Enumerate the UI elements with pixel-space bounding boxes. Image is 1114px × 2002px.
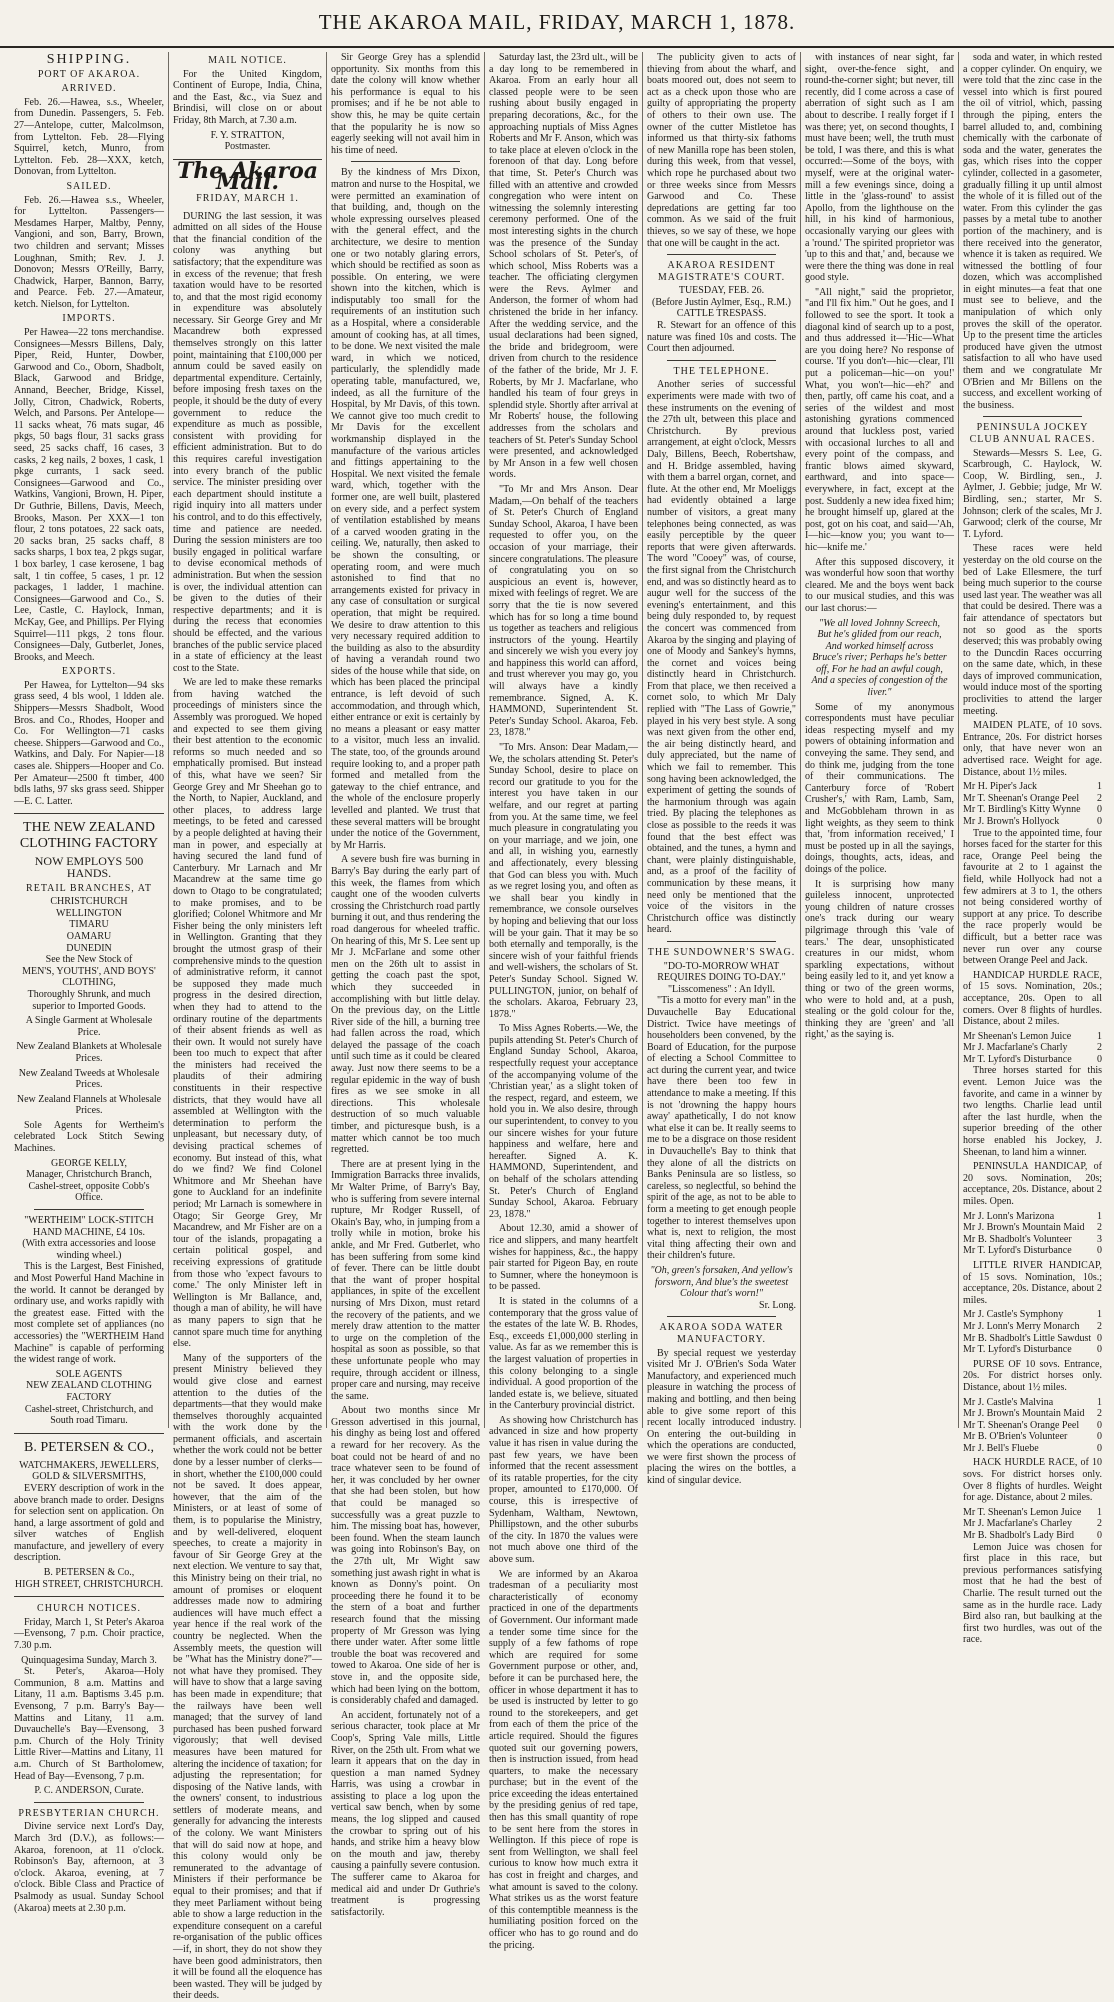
petersen-heading: B. PETERSEN & CO., [24, 1439, 154, 1455]
clothing-line: MEN'S, YOUTHS', AND BOYS' CLOTHING, [22, 965, 156, 989]
sundowner-continued: with instances of near sight, far sight, over-the-fence sight, and round-the-corner sight; but never, till recently, did I come across a case of aberration of sight such as I am about to describe. I really forget if I was there; yet, on second thoughts, I must have been; well, the truth must be told, I was there, and this is what occurred:—Some of the boys, with myself, were at the original water-mill a few evenings since, doing a little in the 'glass-round' to assist Apollo, from the lighthouse on the hill, in his kind of harmonious, occasionally varying our glees with a 'round.' The spirited proprietor was 'up to this and that,' and, because we were there the thing was done in real good style. [805, 52, 954, 284]
column-7 [958, 52, 1106, 1646]
horse-name: Mr J. Macfarlane's Charly [963, 1042, 1068, 1054]
divider [14, 1596, 164, 1597]
horse-name: Mr B. Shadbolt's Volunteer [963, 1233, 1072, 1245]
news-paragraph: To Miss Agnes Roberts.—We, the pupils attending St. Peter's Church of England Sunday School, Akaroa, respectfully request your acceptance of the accompanying volume of the 'Christian year,' as a slight token of the respect, regard, and esteem, we hold you in. We also desire, through our superintendent, to convey to you our sincere wishes for your future happiness and welfare, here and hereafter. Signed A. K. HAMMOND, Superintendent, and on behalf of the scholars attending St. Peter's Church of England Sunday School, Akaroa. February 23, 1878." [489, 1023, 639, 1220]
horse-name: Mr B. Shadbolt's Little Sawdust [963, 1332, 1092, 1344]
sailed-text: Feb. 26.—Hawea s.s., Wheeler, for Lyttelton. Passengers—Mesdames Harper, Maltby, Penny, Vangioni, and son, Barry, Brown, two children and servant; Misses Loughnan, Smith; Rev. J. J. Donovon; Messrs O'Reilly, Barry, Chadwick, Harper, Bannon, Barry, and Pearce. Feb. 27.—Amateur, ketch. Nielson, for Lyttelton. [14, 194, 164, 310]
horse-place: 0 [1097, 804, 1102, 816]
masthead [0, 0, 1114, 48]
branch-item: OAMARU [66, 930, 112, 942]
horse-place: 2 [1097, 1518, 1102, 1530]
sundowner-poem: "Oh, green's forsaken, And yellow's forsworn, And blue's the sweetest Colour that's worn!" [650, 1264, 793, 1300]
editorial-dateline: FRIDAY, MARCH 1. [196, 192, 299, 204]
horse-place: 0 [1097, 816, 1102, 827]
arrived-label: ARRIVED. [61, 83, 117, 95]
column-1 [10, 52, 168, 1914]
editorial-paragraph: We are led to make these remarks from having watched the proceedings of ministers since the Assembly was prorogued. We hoped and expected to see them giving their best attention to the economic reforms so much needed and so emphatically promised. But instead of this, what have we seen? Sir George Grey and Mr Sheehan go to the North, to Napier, Auckland, and other places, to address large meetings, to be feted and caressed by a people delighted at having their man in power, and especially at having secured the land fund of Canterbury. Mr Larnach and Mr Macandrew at the same time go down to Otago to be congratulated; to make promises, and to be glorified; Colonel Whitmore and Mr Fisher being the only ministers left in Wellington. Granting that they brought the utmost grasp of their comprehensive minds to the question of administrative reform, it cannot be supposed they made much progress in the desired direction, when they had to attend to the ordinary routine of the departments of their absent friends as well as their own. It would not surely have been too much to expect that after the ministers had received the plaudits of their admiring constituents in their respective districts, that they would have all assembled at Wellington with the determination to perform the unpleasant, but necessary duty, of devising practical schemes of economy. But instead of this, what do we find? We find Colonel Whitmore and Mr Sheehan have gone to Auckland for an indefinite period; Mr Larnach is somewhere in Otago; Sir George Grey, Mr Macandrew, and Mr Fisher are on a tour of the islands, propagating a certain political gospel, and receiving expressions of gratitude from those who 'expect favours to come.' The only Minister left in Wellington is Mr Ballance, and, though a man of ability, he will have as many papers to sign that he cannot spare much time for anything else. [173, 677, 322, 1350]
mail-notice-role: Postmaster. [224, 141, 271, 153]
clothing-factory-heading: THE NEW ZEALAND CLOTHING FACTORY [19, 820, 159, 852]
horse-name: Mr B. Shadbolt's Lady Bird [963, 1530, 1074, 1542]
news-paragraph: There are at present lying in the Immigration Barracks three invalids, Mr Walter Prime, of Barry's Bay, who is suffering from severe internal rupture, Mr Rodger Russell, of Okain's Bay, who, in jumping from a trolly while in motion, broke his ankle, and Mr Fred. Gutberlet, who has been suffering from some kind of fever. There can be little doubt that the want of proper hospital appliances, in spite of the excellent nursing of Mrs Dixon, must retard the recovery of the patients, and we merely draw attention to the matter to urge on the completion of the hospital as soon as possible, so that these unfortunate people who may require, through accident or illness, proper care and nursing, may receive the same. [331, 1158, 480, 1402]
race-note: Lemon Juice was chosen for first place in this race, but previous performances satisfying most that he had the best of Charlie. The result turned out the same as in the hurdle race. Lady Bird also ran, but baulking at the first two hurdles, was out of the race. [963, 1541, 1102, 1646]
column-2 [168, 52, 326, 2002]
divider [34, 1209, 144, 1210]
arrived-text: Feb. 26.—Hawea, s.s., Wheeler, from Dunedin. Passengers, 5. Feb. 27—Antelope, cutter, Malcolmson, from Lyttelton. Feb. 28—Flying Squirrel, ketch, Munro, from Lyttelton. Feb. 28—XXX, ketch, Donovan, from Lyttelton. [14, 96, 164, 178]
horse-place: 1 [1097, 1309, 1102, 1321]
news-paragraph: The publicity given to acts of thieving from about the wharf, and boats moored out, does not seem to act as a check upon those who are guilty of appropriating the property of others to their own use. The owner of the cutter Mistletoe has informed us that thirty-six fathoms of new Manilla rope has been stolen, during this week, from that vessel, which rope he purchased about two or three weeks since from Messrs Garwood and Co. These depredations are getting far too common. As we said of the fruit thieves, so we say of these, we hope that one will be caught in the act. [647, 52, 796, 249]
horse-place: 0 [1097, 1419, 1102, 1431]
race-title: LITTLE RIVER HANDICAP, of 15 sovs. Nomination, 10s.; acceptance, 20s. Distance, about 2 miles. [963, 1259, 1102, 1306]
mail-notice-heading: MAIL NOTICE. [208, 55, 287, 66]
column-6 [800, 52, 958, 1428]
race-entry [963, 804, 1102, 816]
races-officers: Stewards—Messrs S. Lee, G. Scarbrough, C. Haylock, W. Coop, W. Birdling, sen., J. Aylmer, J. Gebbie; judge, Mr W. Birdling, sen.; starter, Mr S. Johnson; clerk of the scales, Mr J. Garwood; clerk of the course, Mr T. Lyford. [963, 447, 1102, 540]
telephone-heading: THE TELEPHONE. [673, 365, 770, 377]
editorial-paragraph: DURING the last session, it was admitted on all sides of the House that the financial condition of the colony was anything but satisfactory; that the expenditure was in excess of the revenue; that fresh taxation would have to be resorted to, and that the most rigid economy in expenditure was absolutely necessary. Sir George Grey and Mr Macandrew both expressed themselves strongly on this latter point, maintaining that £100,000 per annum could be saved easily on departmental expenditure. Certainly, before imposing fresh taxes on the people, it should be the duty of every government to reduce the expenditure as much as possible, consistent with providing for efficient administration. But to do this requires careful investigation into every branch of the public service. The minister presiding over each department should institute a rigid inquiry into all matters under his control, and to do this effectively, time and patience are needed. During the session ministers are too busily engaged in political warfare to devise economical methods of administration. But when the session is over, the individual attention can be given to the duties of their respective departments; and it is during the recess that economies should be effected, and the various branches of the public service placed in a state of efficiency at the least cost to the State. [173, 210, 322, 674]
race-entry [963, 1518, 1102, 1530]
divider [667, 360, 776, 361]
horse-name: Mr J. Lonn's Marizona [963, 1210, 1055, 1222]
shrunk-line: Thoroughly Shrunk, and much superior to Imported Goods. [27, 988, 151, 1012]
sundowner-body: "Tis a motto for every man" in the Duvauchelle Bay Educational District. Twice have meetings of householders been convened, by the Board of Education, for the purpose of electing a School Committee to act during the current year, and twice have there been too few in attendance to make a meeting. If this is not 'drowning the happy hours away' apathetically, I do not know what else it can be. It really seems to me to be a disgrace on those resident in Duvauchelle's Bay to think that they alone of all the districts on Banks Peninsula are so listless, so careless, so neglectful, so behind the spirit of the age, as not to be able to form a meeting to get enough people together to interest themselves upon what is, next to religion, the most vital thing affecting their own and their children's future. [647, 995, 796, 1262]
race-entry [963, 1344, 1102, 1356]
race-entry [963, 1443, 1102, 1455]
horse-name: Mr T. Sheenan's Lemon Juice [963, 1506, 1082, 1518]
church-notices-heading: CHURCH NOTICES. [37, 1603, 141, 1615]
horse-place: 2 [1097, 1222, 1102, 1234]
see-stock: See the New Stock of [45, 954, 133, 966]
exports-label: EXPORTS. [61, 666, 117, 678]
machine-sub: (With extra accessories and loose winding wheel.) [22, 1238, 156, 1261]
horse-name: Mr H. Piper's Jack [963, 781, 1038, 793]
horse-place: 2 [1097, 792, 1102, 804]
horse-place: 1 [1097, 1210, 1102, 1222]
sundowner-verse: "We all loved Johnny Screech, But he's glided from our reach, And worked himself across Bruce's river; Perhaps he's better off, For he had an awful cough, And a species of congestion of the liver." [811, 617, 948, 699]
branches-label: RETAIL BRANCHES, AT [26, 882, 152, 894]
horse-name: Mr Sheenan's Lemon Juice [963, 1030, 1072, 1042]
branch-item: TIMARU [69, 919, 109, 931]
horse-place: 1 [1097, 1506, 1102, 1518]
horse-place: 2 [1097, 1320, 1102, 1332]
horse-place: 1 [1097, 1396, 1102, 1408]
shipping-heading: SHIPPING. [46, 52, 132, 67]
clothing-employs: NOW EMPLOYS 500 HANDS. [34, 854, 144, 880]
sole-agents-note: Sole Agents for Wertheim's celebrated Lock Stitch Sewing Machines. [14, 1119, 164, 1155]
race-note: True to the appointed time, four horses faced for the starter for this race, Orange Peel being the favourite at 2 to 1 against the field, while Hollyock had not a few admirers at 3 to 1, the others not being considered worthy of support at any price. To describe the race properly would be difficult, but a better race was never run over any course between Orange Peel and Jack. [963, 827, 1102, 967]
sundowner-sub: "DO-TO-MORROW WHAT REQUIRES DOING TO-DAY." [657, 960, 786, 984]
rm-court-date: TUESDAY, FEB. 26. [678, 285, 765, 297]
race-entry [963, 1211, 1102, 1223]
port-heading: PORT OF AKAROA. [37, 68, 141, 80]
church-quinquagesima: Quinquagesima Sunday, March 3. [21, 1654, 157, 1666]
rm-case-text: R. Stewart for an offence of this nature was fined 10s and costs. The Court then adjourned. [647, 320, 796, 355]
machine-title: "WERTHEIM" LOCK-STITCH HAND MACHINE, £4 10s. [24, 1215, 154, 1238]
horse-name: Mr J. Brown's Hollyock [963, 816, 1060, 827]
news-paragraph: We are informed by an Akaroa tradesman of a peculiarity most characteristically of economy practiced in one of the departments of Government. Our informant made a tender some time since for the supply of a few fathoms of rope which are required for some Government purpose or other, and, before it can be purchased here, the officer in whose department it has to be used is instructed by letter to go round to the storekeepers, and get from each of them the price of the article required. Should the figures quoted suit our governing powers, then is instruction issued, from head quarters, to make the necessary purchase; but in the event of the price exceeding the ideas entertained by the presiding genius of red tape, then has this small quantity of rope to be sent here from the stores in Wellington. If this piece of rope is sent from Wellington, we shall feel curious to know how much extra it has cost in freight and charges, and what amount is saved to the colony. What strikes us as the worst feature of this contemptible meanness is the humiliating position forced on the officer who has to go round and do the pricing. [489, 1568, 638, 1951]
rm-case-label: CATTLE TRESPASS. [676, 308, 767, 320]
divider [34, 1802, 144, 1803]
news-paragraph: It is stated in the columns of a contemporary that the gross value of the estates of the late W. B. Rhodes, Esq., exceeds £1,000,000 sterling in value. As far as we remember this is the largest valuation of properties in this colony belonging to a single individual. A good proportion of the landed estate is, we believe, situated in the Canterbury provincial district. [489, 1295, 638, 1412]
horse-name: Mr J. Castle's Symphony [963, 1309, 1064, 1321]
race-entry [963, 1408, 1102, 1420]
race-entry [963, 1431, 1102, 1443]
race-note: Three horses started for this event. Lemon Juice was the favorite, and came in a winner by two lengths. Charlie lead until after the last hurdle, when the superior breeding of the other horse enabled his Jockey, J. Sheenan, to land him a winner. [963, 1065, 1102, 1158]
race-entry [963, 1333, 1102, 1345]
divider [14, 1433, 164, 1434]
race-entry [963, 1309, 1102, 1321]
race-entry [963, 1234, 1102, 1246]
tweeds-line: New Zealand Tweeds at Wholesale Prices. [18, 1067, 160, 1091]
horse-place: 1 [1097, 781, 1102, 793]
news-paragraph: About 12.30, amid a shower of rice and slippers, and many heartfelt wishes for happiness, &c., the happy pair started for Pigeon Bay, en route to Sumner, where the honeymoon is to be passed. [489, 1223, 638, 1293]
church-friday: Friday, March 1, St Peter's Akaroa—Evensong, 7 p.m. Choir practice, 7.30 p.m. [14, 1616, 164, 1652]
race-entry [963, 781, 1102, 793]
horse-name: Mr J. Bell's Fluebe [963, 1442, 1039, 1454]
races-intro: These races were held yesterday on the old course on the bed of Lake Ellesmere, the turf being much superior to the course used last year. The weather was all that could be desired. There was a fair attendance of spectators but not so good as the sports deserved; this was probably owing to the Duncdin Races occurring on the same date, which, in these days of improved communication, would induce most of the sporting proclivities to attend the larger meeting. [963, 543, 1102, 717]
horse-place: 0 [1097, 1344, 1102, 1356]
petersen-trade: WATCHMAKERS, JEWELLERS, GOLD & SILVERSMITHS, [19, 1459, 159, 1483]
branch-list [14, 896, 164, 954]
horse-name: Mr T. Lyford's Disturbance [963, 1053, 1072, 1065]
sailed-label: SAILED. [66, 180, 112, 192]
horse-name: Mr J. Castle's Malvina [963, 1396, 1054, 1408]
telephone-body: Another series of successful experiments were made with two of these instruments on the evening of the 27th ult, between this place and Christchurch. By previous arrangement, at eight o'clock, Messrs Daly, Billens, Beech, Robertshaw, and H. Bridge assembled, having with them a barrel organ, cornet, and flute. At the other end, Mr Moeliggs had evidently obtained a large number of visitors, a great many telephones being connected, as was easily perceptible by the queer reports that were given afterwards. The word "Cooey" was, of course, the first signal from the Christchurch end, and was so distinctly heard as to augur well for the success of the evening's entertainment, and this being duly responded to, by request the concert was commenced from Akaroa by the singing and playing of one of Moody and Sankey's hymns, the cornet and voices being distinctly heard in Christchurch. From that place, we then received a cornet solo, to which Mr Daly replied with "The Lass of Gowrie," played in his very best style. A song was next given from the other end, the air being distinctly heard, and duly appreciated, but the name of which we fail to remember. This song having been acknowledged, the experiment of getting the sounds of the harmonium through was again tried. By placing the telephones as close as possible to the reeds it was found that the best effect was obtained, and the tunes, a hymn and chant, were plainly distinguishable, and, as a proof of the facility of communication by these means, it need only be mentioned that the voice of the visitors in the Christchurch office was distinctly heard. [647, 379, 796, 936]
agent-name: NEW ZEALAND CLOTHING FACTORY [26, 1380, 152, 1403]
race-title: PURSE OF 10 sovs. Entrance, 20s. For district horses only. Distance, about 1½ miles. [963, 1358, 1102, 1393]
horse-place: 0 [1097, 1442, 1102, 1454]
race-entry [963, 1321, 1102, 1333]
horse-place: 3 [1097, 1233, 1102, 1245]
divider [14, 813, 164, 814]
race-entry [963, 1245, 1102, 1257]
horse-name: Mr J. Brown's Mountain Maid [963, 1222, 1085, 1234]
flannels-line: New Zealand Flannels at Wholesale Prices. [16, 1093, 162, 1117]
horse-name: Mr J. Macfarlane's Charley [963, 1518, 1072, 1530]
sundowner-paragraph: It is surprising how many guileless innocent, unprotected young children of nature crosses one's track during our weary pilgrimage through this 'vale of tears.' The dear, unsophisticated creatures in our midst, whom sparkling expectations, without being easily led to it, and yet know a thing or two of the green worms, who were to hold and, at a push, stealing or the gold colour for the, thinking they are 'green' and 'all right,' as the saying is. [805, 878, 954, 1041]
horse-place: 0 [1097, 1245, 1102, 1257]
horse-place: 1 [1097, 1030, 1102, 1042]
mail-notice-sign: F. Y. STRATTON, [210, 129, 285, 141]
soda-continued: soda and water, in which rested a copper cylinder. On enquiry, we were told that the zinc case in the vessel into which is first poured the oil of vitriol, which, passing through the piping, enters the barrel alluded to, and, combining chemically with the carbonate of soda and the water, generates the gas, which rises into the copper cylinder, collected in a gasometer, gradually filling it up until almost the whole of it is filled out of the water. From this cylinder the gas passes by a metal tube to another portion of the machinery, and is there received into the generator, whence it is taken as required. We witnessed the bottling of four dozen, which was accomplished in eight minutes—a feat that one must see to believe, and the manipulation of which only proves the skill of the operator. Up to the present time the articles produced have given the utmost satisfaction to all who have used them and we congratulate Mr O'Brien and Mr Billens on the success, and excellent working of the business. [963, 52, 1102, 411]
race-entry [963, 1042, 1102, 1054]
news-paragraph: An accident, fortunately not of a serious character, took place at Mr Coop's, Spring Vale mills, Little River, on the 25th ult. From what we learn it appears that on the day in question a man named Sydney Harris, was using a crowbar in assisting to place a log upon the vertical saw bench, when by some means, the log slipped and caused the crowbar to spring out of his hands, and strike him a heavy blow on the mouth and jaw, thereby causing a painfully severe contusion. The sufferer came to Akaroa for medical aid and under Dr Guthrie's treatment is progressing satisfactorily. [331, 1709, 480, 1918]
exports-text: Per Hawea, for Lyttelton—94 sks grass seed, 4 bls wool, 1 ldden ale. Shippers—Messrs Shadbolt, Wood Bros. and Co., Rhodes, Hooper and Co. For Wellington—71 casks cheese. Shippers—Garwood and Co., Watkins, and Daly. For Napier—18 cases ale. Shippers—Hooper and Co. Per Amateur—2500 ft timber, 400 bdls laths, 97 sks grass seed. Shipper—E. C. Latter. [14, 679, 164, 807]
newspaper-header-title: THE AKAROA MAIL, FRIDAY, MARCH 1, 1878. [318, 10, 796, 34]
imports-text: Per Hawea—22 tons merchandise. Consignees—Messrs Billens, Daly, Piper, Reid, Hunter, Dowber, Garwood and Co., Oborn, Shadbolt, Black, Garwood and Bridge, Annand, Beecher, Bridge, Kissel, Jolly, Citron, Chadwick, Roberts, Welch, and Parsons. Per Antelope—11 sacks wheat, 76 mats sugar, 46 pkgs, 50 bags flour, 31 sacks grass seed, 25 sacks chaff, 16 cases, 3 casks, 2 keg nails, 2 boxes, 1 cask, 1 pkge currants, 1 sack seed. Consignees—Garwood and Co., Watkins, Vangioni, Brown, H. Piper, Dr Guthrie, Billens, Davis, Meech, Brooks, Mason. Per XXX—1 ton flour, 2 tons potatoes, 22 sack oats, 20 sacks bran, 25 sacks chaff, 8 sacks sharps, 1 box tea, 2 pkgs sugar, 1 box barley, 1 case kerosene, 1 bag salt, 1 tin coffee, 5 cases, 1 pr. 12 packages, 1 ladder, 1 machine. Consignees—Garwood and Co., S. Lee, Castle, C. Haylock, Inman, McKay, Gee, and Phillips. Per Flying Squirrel—111 pkgs, 2 tons flour. Consignees—Daly, Gutberlet, Jones, Brooks, and Meech. [14, 327, 164, 663]
imports-label: IMPORTS. [62, 313, 116, 325]
column-4 [484, 52, 642, 1951]
sundowner-paragraph: After this supposed discovery, it was wonderful how soon that worthy cleared. Me and the boys went back to our musical studies, and this was our last chorus:— [805, 556, 954, 614]
divider [667, 941, 776, 942]
agent-address: Cashel-street, Christchurch, and South road Timaru. [24, 1403, 154, 1427]
church-curate: P. C. ANDERSON, Curate. [34, 1785, 144, 1797]
blankets-line: New Zealand Blankets at Wholesale Prices. [16, 1041, 162, 1064]
divider [351, 161, 460, 162]
race-entry [963, 1507, 1102, 1519]
horse-name: Mr T. Sheenan's Orange Peel [963, 792, 1080, 804]
news-paragraph: A severe bush fire was burning in Barry's Bay during the early part of this week, the flames from which caught one of the wooden culverts crossing the Christchurch road partly burning it out, and thus rendering the road dangerous for wheeled traffic. On hearing of this, Mr S. Lee sent up Mr J. McFarlane and some other men on the 26th ult to assist in getting the coach past the spot, which they succeeded in accomplishing with but little delay. On the previous day, on the Little River side of the hill, a burning tree had fallen across the road, which delayed the passage of the coach until such time as it could be cleared away. Just now there seems to be a regular epidemic in the way of bush fires as we see smoke in all directions. This wholesale destruction of so much valuable timber, and picturesque bush, is a matter which cannot be too much regretted. [331, 854, 480, 1156]
race-entry [963, 1054, 1102, 1066]
horse-place: 0 [1097, 1053, 1102, 1065]
mail-notice-body: For the United Kingdom, Continent of Europe, India, China, and the East, &c., via Suez and Brindisi, will close on or about Friday, 8th March, at 7.30 a.m. [173, 68, 322, 126]
horse-name: Mr B. O'Brien's Volunteer [963, 1431, 1068, 1443]
race-entry [963, 816, 1102, 828]
petersen-sign: B. PETERSEN & Co., [43, 1567, 135, 1579]
news-paragraph: As showing how Christchurch has advanced in size and how property value it has risen in value during the past few years, we have been informed that the recent assessment of its ratable properties, for the city proper, amounted to £170,000. Of course, this is irrespective of Sydenham, Waltham, Newtown, Phillipstown, and the other suburbs of the city. In 1870 the values were not much above one third of the above sum. [489, 1414, 638, 1565]
news-paragraph: "To Mrs. Anson: Dear Madam,—We, the scholars attending St. Peter's Sunday School, desire to place on record our gratitude to you for the interest you have taken in our welfare, and our regret at parting from you. At the same time, we feel much pleasure in congratulating you on your marriage, and we join, one and all, in wishing you, earnestly and affectionately, every blessing that God can bless you with. Much as we regret losing you, and often as we shall bear you kindly in remembrance, we console ourselves by hoping and believing that our loss will be your gain. That it may be so both eternally and temporally, is the sincere wish of your faithful friends and well-wishers, the scholars of St. Peter's Sunday School. Signed W. PULLINGTON, junior, on behalf of the scholars. Akaroa, February 23, 1878." [489, 742, 638, 1020]
divider [983, 416, 1082, 417]
race-entry [963, 1420, 1102, 1432]
petersen-body: EVERY description of work in the above branch made to order. Designs for selection sent on application. On hand, a large assortment of gold and silver watches of English manufacture, and jewellery of every description. [14, 1482, 164, 1564]
manager-line: Manager, Christchurch Branch, Cashel-street, opposite Cobb's Office. [26, 1169, 152, 1204]
horse-place: 0 [1097, 1431, 1102, 1443]
race-entry [963, 1530, 1102, 1542]
soda-heading: AKAROA SODA WATER MANUFACTORY. [659, 1322, 784, 1345]
news-paragraph: By the kindness of Mrs Dixon, matron and nurse to the Hospital, we were permitted an examination of that building, and, though on the whole expressing ourselves pleased with the general effect, and the architecture, we desire to mention one or two notably glaring errors, which should be rectified as soon as possible. On entering, we were shown into the kitchen, which is indisputably too small for the requirements of an institution such as a Hospital, where a considerable amount of cooking has, at all times, to be done. We next visited the male ward, in which we noticed, particularly, the splendidly made operating table, manufactured, we, indeed, as all the furniture of the Hospital, by Mr Davis, of this town. We cannot give too much credit to Mr Davis for the excellent workmanship displayed in the manufacture of the various articles and fittings appertaining to the Hospital. We next visited the female ward, which, together with the former one, are well built, plastered on every side, and a perfect system of ventilation established by means of a carved wooden grating in the ceiling. We, naturally, then asked to be shown the consulting, or operating room, and were much astonished to find that no arrangements existed for privacy in any case of consultation or surgical operation, that might be required. We desire to draw attention to this very necessary required addition to the building as also to the absurdity of having a verandah round two sides of the house while that side, on which has been placed the principal entrance, is left devoid of such accommodation, and through which, either entrance or exit is certainly by no means a pleasant or easy matter to a visitor, much less an invalid. The state, too, of the grounds around require looking to, and a proper path formed and metalled from the gateway to the chief entrance, and the whole of the enclosure properly levelled and planted. We trust that these several matters will be brought under the notice of the Government, by Mr Harris. [331, 167, 480, 851]
soda-body: By special request we yesterday visited Mr J. O'Brien's Soda Water Manufactory, and experienced much pleasure in watching the process of making and bottling, and then being able to give some report of this recent locally introduced industry. On entering the out-building in which the operations are conducted, we were first shown the process of placing the wires on the bottles, a kind of singular device. [647, 1347, 796, 1487]
sundowner-label: "Lisscomeness" : An Idyll. [667, 983, 776, 995]
horse-name: Mr J. Lonn's Merry Monarch [963, 1320, 1080, 1332]
race-entry [963, 1397, 1102, 1409]
paper-name: The Akaroa Mail. [176, 157, 319, 196]
presbyterian-body: Divine service next Lord's Day, March 3rd (D.V.), as follows:— Akaroa, forenoon, at 11 o'clock. Robinson's Bay, afternoon, at 3 o'clock. Akaroa, evening, at 7 o'clock. Bible Class and Practice of Psalmody as usual. Sunday School (Akaroa) meets at 2.30 p.m. [14, 1821, 164, 1914]
news-paragraph: About two months since Mr Gresson advertised in this journal, his dinghy as being lost and offered a reward for her recovery. As the boat could not be heard of and no trace whatever seen to be found of her, it was concluded by her owner that she had been stolen, but how that could be managed so successfully was a great puzzle to him. The missing boat has, however, been found. When the steam launch was going into Robinson's Bay, on the 27th ult, Mr Wight saw something just awash right in what is known as Donny's point. On proceeding there he found it to be the stern of a boat and further research found that the missing property of Mr Gresson was lying there under water. After some little trouble the boat was recovered and towed to Akaroa. One side of her is stove in, and the opposite side, which had been lying on the bottom, is considerably chafed and damaged. [331, 1405, 480, 1707]
presbyterian-heading: PRESBYTERIAN CHURCH. [18, 1807, 160, 1819]
sundowner-paragraph: "All night," said the proprietor, "and I'll fix him." Out he goes, and I followed to see the sport. It took a diagonal kind of search up to a post, and thus addressed it—'Hic—What are you doing here? No response of course. 'If you don't—hic—clear, I'll put a policeman—hic—on you!' What, you won't—hic—eh?' and then, partly, off came his coat, and a series of the wildest and most astonishing gyrations commenced around that luckless post, varied with occasional lurches to all and every point of the compass, and frantic blows aimed skyward, earthward, and into space—everywhere, in fact, except at the post. Suddenly a new idea fixed him; he brought himself up, glared at the post, got on his coat, and said—'Ah, I—hic—know you; you want to—hic—knife me.' [805, 286, 954, 553]
horse-name: Mr J. Brown's Mountain Maid [963, 1408, 1085, 1420]
petersen-address: HIGH STREET, CHRISTCHURCH. [14, 1578, 164, 1590]
divider [667, 254, 776, 255]
horse-name: Mr T. Lyford's Disturbance [963, 1344, 1072, 1356]
horse-name: Mr T. Birdling's Kitty Wynne [963, 804, 1081, 816]
horse-name: Mr T. Sheenan's Orange Peel [963, 1419, 1080, 1431]
single-garment: A Single Garment at Wholesale Price. [25, 1015, 153, 1038]
race-title: MAIDEN PLATE, of 10 sovs. Entrance, 20s. For district horses only, that have never won an advertised race. Weight for age. Distance, about 1½ miles. [963, 720, 1102, 778]
races-heading: PENINSULA JOCKEY CLUB ANNUAL RACES. [969, 422, 1096, 445]
manager-name: GEORGE KELLY, [50, 1157, 128, 1169]
branch-item: DUNEDIN [66, 942, 112, 954]
race-title: HACK HURDLE RACE, of 10 sovs. For district horses only. Over 8 flights of hurdles. Weight for age. Distance, about 2 miles. [963, 1457, 1102, 1504]
horse-place: 0 [1097, 1530, 1102, 1542]
sundowner-heading: THE SUNDOWNER'S SWAG. [647, 946, 796, 958]
rm-court-heading: AKAROA RESIDENT MAGISTRATE'S COURT. [657, 260, 786, 283]
race-entry [963, 793, 1102, 805]
race-entry [963, 1222, 1102, 1234]
column-5 [642, 52, 800, 1487]
horse-name: Mr T. Lyford's Disturbance [963, 1245, 1072, 1257]
sole-agents-label: SOLE AGENTS [55, 1368, 123, 1380]
column-3 [326, 52, 484, 1918]
race-entry [963, 1031, 1102, 1043]
race-title: PENINSULA HANDICAP, of 20 sovs. Nomination, 20s; acceptance, 20s. Distance, about 2 miles. Open. [963, 1161, 1102, 1207]
horse-place: 2 [1097, 1042, 1102, 1054]
news-paragraph: "To Mr and Mrs Anson. Dear Madam,—On behalf of the teachers of St. Peter's Church of England Sunday School, Akaroa, I have been requested to offer you, on the occasion of your marriage, their sincere congratulations. The pleasure of congratulating you on so auspicious an event is, however, mixed with feelings of regret. We are sorry that the tie is now severed which has for so long a time bound us together as teachers and religious instructors of the young. Heartily and sincerely we wish you every joy and happiness this world can afford, and trust wherever you may go, you will always have a kindly remembrance. Signed, A. K. HAMMOND, Superintendent St. Peter's Sunday School. Akaroa, Feb. 23, 1878." [489, 483, 638, 739]
rm-court-before: (Before Justin Aylmer, Esq., R.M.) [652, 296, 791, 308]
branch-item: CHRISTCHURCH [50, 896, 128, 908]
horse-place: 2 [1097, 1408, 1102, 1420]
divider [667, 1316, 776, 1317]
editorial-continued: Sir George Grey has a splendid opportunity. Six months from this date the colony will know whether his performance is equal to his promises; and if he be not able to show this, he may be quite certain that the popularity he is now so eagerly seeking will not avail him in his time of need. [331, 52, 480, 156]
church-services: St. Peter's, Akaroa—Holy Communion, 8 a.m. Mattins and Litany, 11 a.m. Baptisms 3.45 p.m. Evensong, 7 p.m. Barry's Bay—Mattins and Litany, 11 a.m. Duvauchelle's Bay—Evensong, 3 p.m. Church of the Holy Trinity Little River—Mattins and Litany, 11 a.m. Church of St Bartholomew, Head of Bay—Evensong, 7 p.m. [14, 1666, 164, 1782]
news-paragraph: Saturday last, the 23rd ult., will be a day long to be remembered in Akaroa. From an early hour all classed people were to be seen rushing about busily engaged in preparing decorations, &c., for the approaching nuptials of Miss Agnes Roberts and Mr F. Anson, which was to take place at eleven o'clock in the forenoon of that day. Long before that time, St. Peter's Church was filled with an attentive and crowded congregation who were intent on witnessing the solemnly interesting ceremony performed. One of the most interesting sights in the church was the presence of the Sunday School scholars of St. Peter's, of which school, Miss Roberts was a teacher. The officiating clergymen were the Revs. Aylmer and Anderson, the former of whom had christened the bride in her infancy. After the wedding service, and the usual declarations had been signed, the bride and bridegroom, were driven from church to the residence of the father of the bride, Mr J. F. Roberts, by Mr J. Macfarlane, who handled his team of four greys in splendid style. Shortly after arrival at Mr Roberts' house, the following addresses from the scholars and teachers of St. Peter's Sunday School were presented, and acknowledged by Mr Anson in a few well chosen words. [489, 52, 638, 481]
page-columns [10, 52, 1106, 2002]
sundowner-paragraph: Some of my anonymous correspondents must have peculiar ideas respecting myself and my powers of obtaining information and conveying the same. They send, and do think me, judging from the tone of their communications. The Canterbury force of 'Robert Crusher's,' with Ram, Lamb, Sam, and McGobbleham thrown in as light weights, as they seem to think that, 'from information received,' I must be posted up in all the sayings, doings, thoughts, acts, ideas, and doings of the police. [805, 701, 954, 875]
horse-place: 0 [1097, 1332, 1102, 1344]
editorial-paragraph: Many of the supporters of the present Ministry believed they would give close and earnest attention to the duties of the departments—that they would make themselves thoroughly acquainted with the work done by the permanent officials, and ascertain whether the work could not be better done by a lesser number of clerks—in short, whether the £100,000 could not be saved. It does appear, however, that the aim of the Ministers, or at least of some of them, is to popularise the Ministry, and by well-delivered, eloquent speeches, to create a majority in favour of Sir George Grey at the next election. We venture to say that, this Ministry being on their trial, no amount of promises or eloquent addresses made now to admiring audiences will have much effect a year hence if the real work of the country be neglected. When the Assembly meets, the question will be "What has the Ministry done?"—not what have they promised. They will have to show that a large saving has been made in expenditure; that the railways have been well managed; that the survey of land purchased has been pushed forward vigorously; that well devised measures have been matured for altering the incidence of taxation; for adjusting the representation; for disposing of the Native lands, with the owners' consent, to industrious settlers of moderate means, and generally for advancing the interests of the colony. We want Ministers that will do said now at hope, and this colony would only be remunerated to the advantage of Ministers if their performance be equal to their promises; and that if they meet Parliament without being able to show a large reduction in the expenditure consequent on a careful re-organisation of the public offices—if, in short, they do not show they have been good administrators, then it will be found all the eloquence has been wasted. They will be judged by their deeds. [173, 1352, 322, 2002]
race-title: HANDICAP HURDLE RACE, of 15 sovs. Nomination, 20s.; acceptance, 20s. Open to all comers. Over 8 flights of hurdles. Distance, about 2 miles. [963, 969, 1102, 1028]
machine-body: This is the Largest, Best Finished, and Most Powerful Hand Machine in the world. It cannot be deranged by ordinary use, and works rapidly with the greatest ease. Fitted with the most complete set of appliances (no accessories) the "WERTHEIM Hand Machine" is capable of performing the widest range of work. [14, 1261, 164, 1366]
sundowner-sign: Sr. Long. [759, 1299, 796, 1311]
branch-item: WELLINGTON [56, 907, 122, 919]
